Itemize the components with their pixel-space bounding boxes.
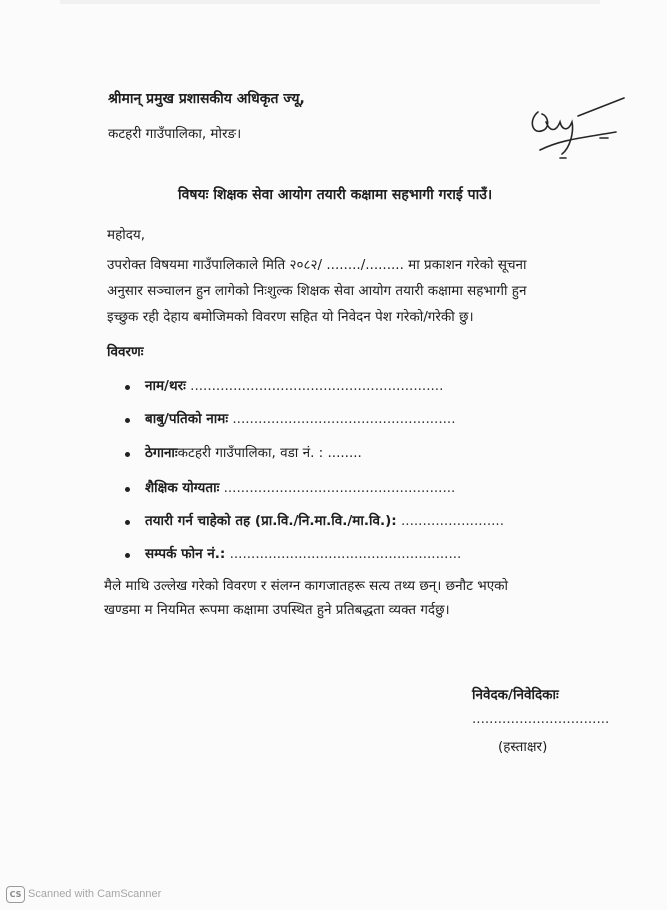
field-name xyxy=(145,377,443,395)
signature-line: ................................ xyxy=(472,711,610,727)
field-fill-line: .................................................... xyxy=(232,411,456,427)
bullet-icon xyxy=(125,520,130,525)
declaration-line-2: खण्डमा म नियमित रूपमा कक्षामा उपस्थित हुने प्रतिबद्धता व्यक्त गर्दछु। xyxy=(104,602,450,618)
body-line-2: अनुसार सञ्चालन हुन लागेको निःशुल्क शिक्षक सेवा आयोग तयारी कक्षामा सहभागी हुन xyxy=(107,283,527,299)
bullet-icon xyxy=(125,553,130,558)
field-father-spouse-name xyxy=(145,410,456,428)
field-address xyxy=(145,444,362,462)
camscanner-logo-icon: CS xyxy=(6,886,25,903)
field-qualification xyxy=(145,479,455,497)
field-phone xyxy=(145,545,461,563)
body-line-1: उपरोक्त विषयमा गाउँपालिकाले मिति २०८२/ ......../......... मा प्रकाशन गरेको सूचना xyxy=(107,257,527,273)
addressee-line-2: कटहरी गाउँपालिका, मोरङ। xyxy=(108,126,242,142)
scan-edge-shadow xyxy=(60,0,600,4)
bullet-icon xyxy=(125,487,130,492)
field-label: तयारी गर्न चाहेको तह (प्रा.वि./नि.मा.वि./मा.वि.): xyxy=(145,513,397,529)
field-fill-line: ........................................................... xyxy=(190,378,444,394)
details-heading: विवरणः xyxy=(107,344,144,360)
field-value: कटहरी गाउँपालिका, वडा नं. : ........ xyxy=(177,445,362,461)
field-label: बाबु/पतिको नामः xyxy=(145,411,229,427)
salutation: महोदय, xyxy=(107,227,146,243)
field-preparation-level xyxy=(145,512,504,530)
declaration-line-1: मैले माथि उल्लेख गरेको विवरण र संलग्न कागजातहरू सत्य तथ्य छन्। छनौट भएको xyxy=(104,578,509,594)
subject-line: विषयः शिक्षक सेवा आयोग तयारी कक्षामा सहभागी गराई पाउँ। xyxy=(178,187,493,203)
bullet-icon xyxy=(125,385,130,390)
signature-label: (हस्ताक्षर) xyxy=(498,739,548,755)
field-fill-line: ...................................................... xyxy=(223,480,456,496)
scanner-watermark: Scanned with CamScanner xyxy=(28,888,162,900)
field-label: शैक्षिक योग्यताः xyxy=(145,480,220,496)
addressee-line-1: श्रीमान् प्रमुख प्रशासकीय अधिकृत ज्यू, xyxy=(108,91,305,107)
body-line-3: इच्छुक रही देहाय बमोजिमको विवरण सहित यो निवेदन पेश गरेको/गरेकी छु। xyxy=(107,309,474,325)
applicant-title: निवेदक/निवेदिकाः xyxy=(472,687,559,703)
official-signature-mark xyxy=(520,92,630,167)
field-label: सम्पर्क फोन नं.: xyxy=(145,546,226,562)
field-label: ठेगानाः xyxy=(145,445,178,461)
field-label: नाम/थरः xyxy=(145,378,186,394)
field-fill-line: ...................................................... xyxy=(229,546,462,562)
bullet-icon xyxy=(125,418,130,423)
field-fill-line: ........................ xyxy=(401,513,505,529)
bullet-icon xyxy=(125,452,130,457)
